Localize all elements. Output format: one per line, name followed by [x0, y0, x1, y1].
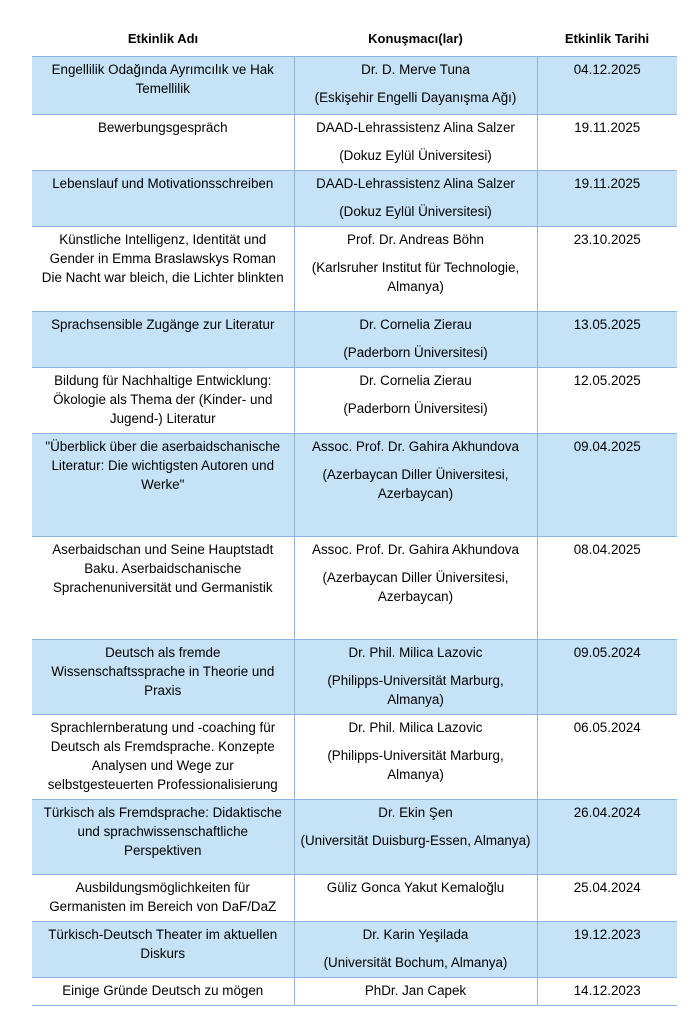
speaker-affiliation: (Universität Duisburg-Essen, Almanya)	[300, 833, 531, 848]
table-row	[32, 434, 677, 537]
speaker-cell	[294, 368, 537, 434]
event-date-cell	[537, 434, 677, 537]
speaker-affiliation: (Dokuz Eylül Üniversitesi)	[339, 148, 492, 163]
event-date-cell	[537, 978, 677, 1006]
table-row	[32, 978, 677, 1006]
speaker-name: Dr. Phil. Milica Lazovic	[348, 720, 483, 735]
event-name-cell: Türkisch als Fremdsprache: Didaktische und sprachwissenschaftliche Perspektiven	[32, 800, 294, 875]
event-name-cell: Deutsch als fremde Wissenschaftssprache in Theorie und Praxis	[32, 640, 294, 715]
event-name-cell: Aserbaidschan und Seine Hauptstadt Baku. Aserbaidschanische Sprachenuniversität und Germanistik	[32, 537, 294, 640]
event-date: 25.04.2024	[573, 880, 641, 895]
table-row	[32, 115, 677, 171]
speaker-name: Güliz Gonca Yakut Kemaloğlu	[326, 880, 505, 895]
speaker-cell	[294, 875, 537, 922]
table-row	[32, 875, 677, 922]
event-date-cell	[537, 227, 677, 312]
speaker-cell	[294, 171, 537, 227]
event-date-cell	[537, 800, 677, 875]
table-header-row	[32, 21, 677, 57]
table-row	[32, 640, 677, 715]
speaker-name: Dr. Cornelia Zierau	[359, 317, 472, 332]
header-speakers: Konuşmacı(lar)	[294, 21, 537, 57]
event-date: 26.04.2024	[573, 805, 641, 820]
table-row	[32, 537, 677, 640]
events-table	[32, 21, 677, 1006]
speaker-name: DAAD-Lehrassistenz Alina Salzer	[316, 120, 515, 135]
speaker-affiliation: (Paderborn Üniversitesi)	[343, 345, 488, 360]
speaker-cell	[294, 537, 537, 640]
event-date: 04.12.2025	[573, 62, 641, 77]
table-row	[32, 922, 677, 978]
header-event-date: Etkinlik Tarihi	[537, 21, 677, 57]
event-date: 08.04.2025	[573, 542, 641, 557]
event-name-cell: Sprachsensible Zugänge zur Literatur	[32, 312, 294, 368]
speaker-name: Assoc. Prof. Dr. Gahira Akhundova	[312, 542, 519, 557]
event-date: 23.10.2025	[573, 232, 641, 247]
event-name-cell: Lebenslauf und Motivationsschreiben	[32, 171, 294, 227]
speaker-cell	[294, 800, 537, 875]
speaker-cell	[294, 922, 537, 978]
speaker-affiliation: (Universität Bochum, Almanya)	[323, 955, 508, 970]
speaker-affiliation: (Karlsruher Institut für Technologie, Almanya)	[311, 260, 520, 294]
event-name-cell: Türkisch-Deutsch Theater im aktuellen Diskurs	[32, 922, 294, 978]
speaker-affiliation: (Philipps-Universität Marburg, Almanya)	[327, 748, 504, 782]
speaker-name: PhDr. Jan Capek	[364, 983, 467, 998]
table-row	[32, 57, 677, 115]
speaker-affiliation: (Azerbaycan Diller Üniversitesi, Azerbaycan)	[322, 570, 509, 604]
speaker-cell	[294, 57, 537, 115]
event-date: 12.05.2025	[573, 373, 641, 388]
event-date: 19.11.2025	[574, 176, 641, 191]
speaker-cell	[294, 227, 537, 312]
event-date-cell	[537, 115, 677, 171]
speaker-cell	[294, 978, 537, 1006]
event-date-cell	[537, 875, 677, 922]
event-date: 06.05.2024	[573, 720, 641, 735]
speaker-cell	[294, 715, 537, 800]
speaker-cell	[294, 640, 537, 715]
event-name-cell: Ausbildungsmöglichkeiten für Germanisten im Bereich von DaF/DaZ	[32, 875, 294, 922]
event-date-cell	[537, 312, 677, 368]
speaker-cell	[294, 312, 537, 368]
event-name-cell: "Überblick über die aserbaidschanische Literatur: Die wichtigsten Autoren und Werke"	[32, 434, 294, 537]
header-event-name: Etkinlik Adı	[32, 21, 294, 57]
event-date: 13.05.2025	[573, 317, 641, 332]
table-row	[32, 312, 677, 368]
speaker-affiliation: (Philipps-Universität Marburg, Almanya)	[327, 673, 504, 707]
event-name-cell: Engellilik Odağında Ayrımcılık ve Hak Temellilik	[32, 57, 294, 115]
event-date-cell	[537, 640, 677, 715]
table-row	[32, 800, 677, 875]
speaker-affiliation: (Azerbaycan Diller Üniversitesi, Azerbaycan)	[322, 467, 509, 501]
event-name-cell: Bewerbungsgespräch	[32, 115, 294, 171]
event-name-cell: Einige Gründe Deutsch zu mögen	[32, 978, 294, 1006]
speaker-cell	[294, 115, 537, 171]
event-name-cell: Sprachlernberatung und -coaching für Deutsch als Fremdsprache. Konzepte Analysen und Wege zur selbstgesteuerten Professionalisierung	[32, 715, 294, 800]
event-date-cell	[537, 171, 677, 227]
speaker-name: Dr. D. Merve Tuna	[361, 62, 470, 77]
speaker-affiliation: (Eskişehir Engelli Dayanışma Ağı)	[314, 90, 517, 105]
speaker-affiliation: (Paderborn Üniversitesi)	[343, 401, 488, 416]
speaker-name: Assoc. Prof. Dr. Gahira Akhundova	[312, 439, 519, 454]
table-row	[32, 368, 677, 434]
event-date: 19.11.2025	[574, 120, 641, 135]
event-date: 09.04.2025	[573, 439, 641, 454]
table-row	[32, 715, 677, 800]
event-date-cell	[537, 368, 677, 434]
speaker-name: Dr. Ekin Şen	[378, 805, 453, 820]
speaker-cell	[294, 434, 537, 537]
event-date-cell	[537, 537, 677, 640]
event-name-cell: Künstliche Intelligenz, Identität und Gender in Emma Braslawskys Roman Die Nacht war bleich, die Lichter blinkten	[32, 227, 294, 312]
event-date: 19.12.2023	[573, 927, 641, 942]
speaker-affiliation: (Dokuz Eylül Üniversitesi)	[339, 204, 492, 219]
event-date: 14.12.2023	[573, 983, 641, 998]
event-date-cell	[537, 922, 677, 978]
event-date-cell	[537, 715, 677, 800]
speaker-name: Dr. Phil. Milica Lazovic	[348, 645, 483, 660]
speaker-name: Prof. Dr. Andreas Böhn	[347, 232, 484, 247]
speaker-name: DAAD-Lehrassistenz Alina Salzer	[316, 176, 515, 191]
table-row	[32, 171, 677, 227]
speaker-name: Dr. Karin Yeşilada	[362, 927, 469, 942]
event-date: 09.05.2024	[573, 645, 641, 660]
event-date-cell	[537, 57, 677, 115]
table-row	[32, 227, 677, 312]
event-name-cell: Bildung für Nachhaltige Entwicklung: Ökologie als Thema der (Kinder- und Jugend-) Literatur	[32, 368, 294, 434]
speaker-name: Dr. Cornelia Zierau	[359, 373, 472, 388]
